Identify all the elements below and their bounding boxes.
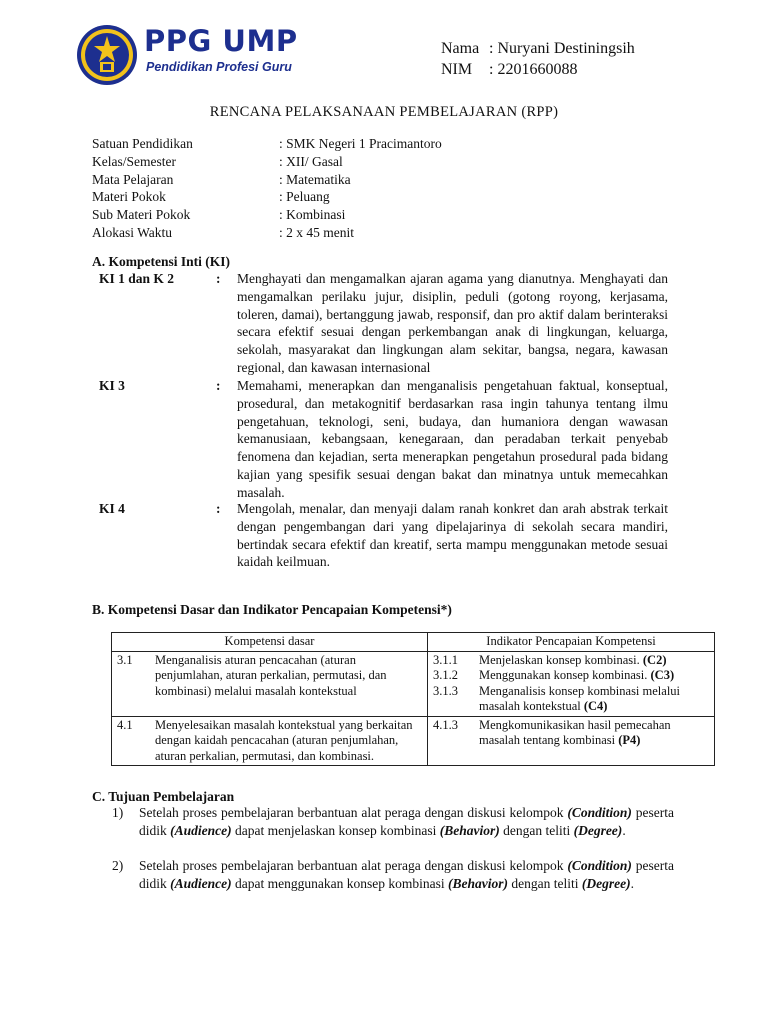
ki-label: KI 3: [99, 378, 125, 393]
ki-block: KI 1 dan K 2 : Menghayati dan mengamalkan ajaran agama yang dianutnya. Menghayati dan mengamalkan perilaku jujur, disiplin, peduli (gotong royong, kerjasama, toleren, damai), bertanggung jawab, responsif, dan pro aktif dalam berinteraksi secara efektif sesuai dengan perkembangan anak di lingkungan, keluarga, sekolah, masyarakat dan lingkungan alam sekitar, bangsa, negara, kawasan regional, dan kawasan internasional: [99, 271, 668, 375]
meta-row: Kelas/Semester : XII/ Gasal: [92, 153, 343, 169]
kd-text: Menyelesaikan masalah kontekstual yang berkaitan dengan kaidah pencacahan (aturan penjumlahan, aturan perkalian, permutasi, dan kombinasi.: [155, 717, 413, 763]
kd-text: Menganalisis aturan pencacahan (aturan penjumlahan, aturan perkalian, permutasi, dan kombinasi) melalui masalah kontekstual: [155, 652, 387, 698]
kd-number: 3.1: [117, 652, 133, 667]
column-header: Kompetensi dasar: [112, 633, 428, 652]
ki-text: Memahami, menerapkan dan menganalisis pengetahuan faktual, konseptual, prosedural, dan metakognitif berdasarkan rasa ingin tahunya tentang ilmu pengetahuan, teknologi, seni, budaya, dan humaniora dengan wawasan kemanusiaan, kebangsaan, kenegaraan, dan peradaban terkait penyebab fenomena dan kejadian, serta menerapkan pengetahun prosedural pada bidang kajian yang spesifik sesuai dengan bakat dan minatnya untuk memecahkan masalah.: [237, 378, 668, 500]
cognitive-level: (C3): [650, 668, 675, 682]
ki-label: KI 1 dan K 2: [99, 271, 175, 286]
ki-block: KI 3 : Memahami, menerapkan dan menganalisis pengetahuan faktual, konseptual, prosedural, dan metakognitif berdasarkan rasa ingin tahunya tentang ilmu pengetahuan, teknologi, seni, budaya, dan humaniora dengan wawasan kemanusiaan, kebangsaan, kenegaraan, dan peradaban terkait penyebab fenomena dan kejadian, serta menerapkan pengetahun prosedural pada bidang kajian yang spesifik sesuai dengan bakat dan minatnya untuk memecahkan masalah.: [99, 378, 668, 500]
name-value: : Nuryani Destiningsih: [489, 40, 635, 57]
cognitive-level: (P4): [618, 733, 641, 747]
brand-subtitle: Pendidikan Profesi Guru: [146, 60, 292, 74]
nim-label: NIM: [441, 61, 473, 78]
kd-number: 4.1: [117, 717, 133, 732]
meta-row: Materi Pokok : Peluang: [92, 189, 330, 205]
competency-table: [111, 632, 715, 766]
section-c-heading: C. Tujuan Pembelajaran: [92, 789, 235, 804]
indicator-item: 3.1.3 Menganalisis konsep kombinasi melalui masalah kontekstual (C4): [433, 683, 681, 713]
section-b-heading: B. Kompetensi Dasar dan Indikator Pencapaian Kompetensi*): [92, 602, 452, 617]
indicator-item: 3.1.2 Menggunakan konsep kombinasi. (C3): [433, 668, 675, 682]
objective-item: 2) Setelah proses pembelajaran berbantuan alat peraga dengan diskusi kelompok (Condition) peserta didik (Audience) dapat menggunakan konsep kombinasi (Behavior) dengan teliti (Degree).: [112, 858, 674, 891]
brand-title: PPG UMP: [144, 24, 298, 58]
ki-text: Mengolah, menalar, dan menyaji dalam ranah konkret dan arah abstrak terkait dengan pengembangan dari yang dipelajarinya di sekolah secara mandiri, bertindak secara efektif dan kreatif, serta mampu menggunakan metode sesuai kaidah keilmuan.: [237, 501, 668, 570]
author-identity: [441, 38, 635, 80]
indicator-item: 3.1.1 Menjelaskan konsep kombinasi. (C2): [433, 652, 667, 667]
meta-row: Alokasi Waktu : 2 x 45 menit: [92, 224, 354, 240]
university-seal-icon: [76, 24, 138, 86]
meta-row: Mata Pelajaran : Matematika: [92, 171, 351, 187]
table-header-row: [112, 633, 715, 652]
table-row: [112, 716, 715, 766]
nim-value: : 2201660088: [489, 61, 578, 78]
ppg-ump-logo: [76, 22, 306, 84]
cognitive-level: (C2): [642, 652, 667, 667]
indicator-item: 4.1.3 Mengkomunikasikan hasil pemecahan masalah tentang kombinasi (P4): [433, 717, 671, 747]
cognitive-level: (C4): [583, 699, 608, 713]
name-label: Nama: [441, 40, 480, 57]
document-title: RENCANA PELAKSANAAN PEMBELAJARAN (RPP): [209, 104, 559, 120]
objective-item: 1) Setelah proses pembelajaran berbantuan alat peraga dengan diskusi kelompok (Condition) peserta didik (Audience) dapat menjelaskan konsep kombinasi (Behavior) dengan teliti (Degree).: [112, 805, 674, 838]
lesson-meta: [92, 135, 442, 242]
column-header: Indikator Pencapaian Kompetensi: [428, 633, 715, 652]
section-a-heading: A. Kompetensi Inti (KI): [92, 254, 230, 269]
ki-text: Menghayati dan mengamalkan ajaran agama yang dianutnya. Menghayati dan mengamalkan perilaku jujur, disiplin, peduli (gotong royong, kerjasama, toleren, damai), bertanggung jawab, responsif, dan pro aktif dalam berinteraksi secara efektif sesuai dengan perkembangan anak di lingkungan, keluarga, sekolah, masyarakat dan lingkungan alam sekitar, bangsa, negara, kawasan regional, dan kawasan internasional: [237, 271, 668, 375]
ki-label: KI 4: [99, 501, 125, 516]
meta-row: Satuan Pendidikan : SMK Negeri 1 Pracimantoro: [92, 136, 442, 151]
table-row: [112, 651, 715, 716]
ki-block: KI 4 : Mengolah, menalar, dan menyaji dalam ranah konkret dan arah abstrak terkait dengan pengembangan dari yang dipelajarinya di sekolah secara mandiri, bertindak secara efektif dan kreatif, serta mampu menggunakan metode sesuai kaidah keilmuan.: [99, 501, 668, 570]
meta-row: Sub Materi Pokok : Kombinasi: [92, 207, 346, 223]
